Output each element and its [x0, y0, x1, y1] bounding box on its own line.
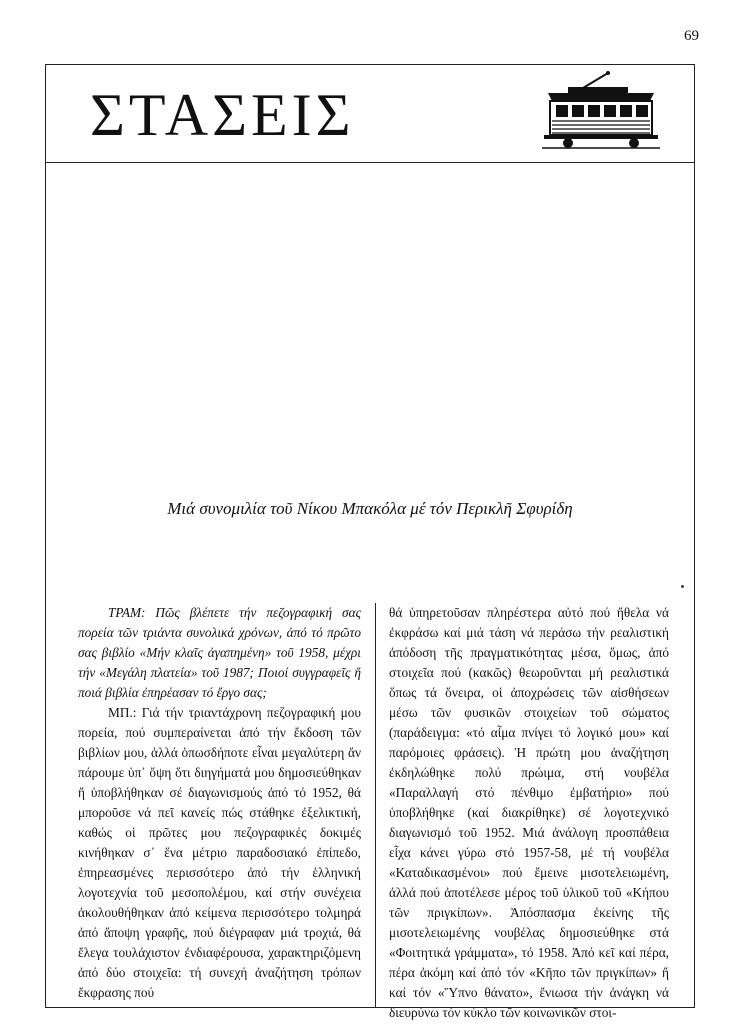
header-band: [46, 65, 694, 163]
left-column: [78, 603, 361, 1003]
right-column: [389, 603, 669, 1023]
interview-question: ΤΡΑΜ: Πῶς βλέπετε τήν πεζογραφική σας πορεία τῶν τριάντα συνολικά χρόνων, ἀπό τό πρῶτο σας βιβλίο «Μήν κλαῖς ἀγαπημένη» τοῦ 1958, μέχρι τήν «Μεγάλη πλατεία» τοῦ 1987; Ποιοί συγγραφεῖς ἤ ποιά βιβλία ἐπηρέασαν τό ἔργο σας;: [78, 605, 361, 700]
interview-answer: ΜΠ.: Γιά τήν τριαντάχρονη πεζογραφική μου πορεία, πού συμπεραίνεται ἀπό τήν ἔκδοση τῶν βιβλίων μου, ἀλλά ὁπωσδήποτε εἶναι μεγαλύτερη ἄν πάρουμε ὑπ᾿ ὄψη ὅτι διηγήματά μου δημοσιεύθηκαν ἤ ὑποβλήθηκαν σέ διαγωνισμούς ἀπό τό 1952, θά μποροῦσε νά πεῖ κανείς πώς στάθηκε ἐξελικτική, καθώς οἱ πρῶτες μου πεζογραφικές δοκιμές κινήθηκαν σ᾿ ἕνα μέτριο παραδοσιακό ἐπίπεδο, ἐπηρεασμένες περισσότερο ἀπό τήν ἑλληνική λογοτεχνία τοῦ μεσοπολέμου, καί στήν συνέχεια ἀκολουθήθηκαν ἀπό κείμενα περισσότερο τολμηρά ἀπό ἄποψη γραφῆς, πού διέγραφαν μιά τροχιά, θά ἔλεγα τουλάχιστον ἐνδιαφέρουσα, χαρακτηριζόμενη ἀπό δύο στοιχεῖα: τή συνεχή ἀναζήτηση τρόπων ἔκφρασης πού: [78, 705, 361, 1000]
ink-dot: [681, 585, 684, 588]
tram-icon: [538, 71, 664, 149]
column-divider: [375, 603, 376, 1007]
page-number: 69: [684, 28, 699, 44]
section-title: ΣΤΑΣΕΙΣ: [90, 82, 355, 148]
article-subtitle: Μιά συνομιλία τοῦ Νίκου Μπακόλα μέ τόν Περικλῆ Σφυρίδη: [167, 499, 573, 518]
article-frame: [45, 64, 695, 1020]
answer-continuation: θά ὑπηρετοῦσαν πληρέστερα αὐτό πού ἤθελα νά ἐκφράσω καί μιά τάση νά περάσω τήν ρεαλιστική ἀπόδοση τῆς πραγματικότητας μέσα, ὅμως, ἀπό στοιχεῖα πού (κακῶς) θεωροῦνται μή ρεαλιστικά ὅπως τά ὄνειρα, οἱ ἀποχρώσεις τῶν αἰσθήσεων μέσω τῶν φυσικῶν στοιχείων τοῦ σώματος (παράδειγμα: «τό αἷμα πνίγει τό λογικό μου» καί παρόμοιες φράσεις). Ἡ πρώτη μου ἀναζήτηση ἐκδηλώθηκε πολύ πρώιμα, στή νουβέλα «Παραλλαγή στό πένθιμο ἐμβατήριο» πού ὑποβλήθηκε (καί διακρίθηκε) σέ λογοτεχνικό διαγωνισμό τοῦ 1952. Μιά ἀνάλογη προσπάθεια εἶχα κάνει γύρω στό 1957-58, μέ τή νουβέλα «Καταδικασμένοι» πού ἔμεινε μισοτελειωμένη, ἀλλά πού ἀποτέλεσε μέρος τοῦ ὑλικοῦ τοῦ «Κήπου τῶν πριγκίπων». Ἀπόσπασμα ἐκείνης τῆς μισοτελειωμένης νουβέλας δημοσιεύθηκε στά «Φοιτητικά γράμματα», τό 1958. Ἀπό κεῖ καί πέρα, πέρα ἀκόμη καί ἀπό τόν «Κῆπο τῶν πριγκίπων» ἤ καί τόν «Ὕπνο θάνατο», ἔνιωσα τήν ἀνάγκη νά διευρύνω τόν κύκλο τῶν κοινωνικῶν στοι-: [389, 605, 669, 1020]
article-body: [46, 603, 694, 1020]
